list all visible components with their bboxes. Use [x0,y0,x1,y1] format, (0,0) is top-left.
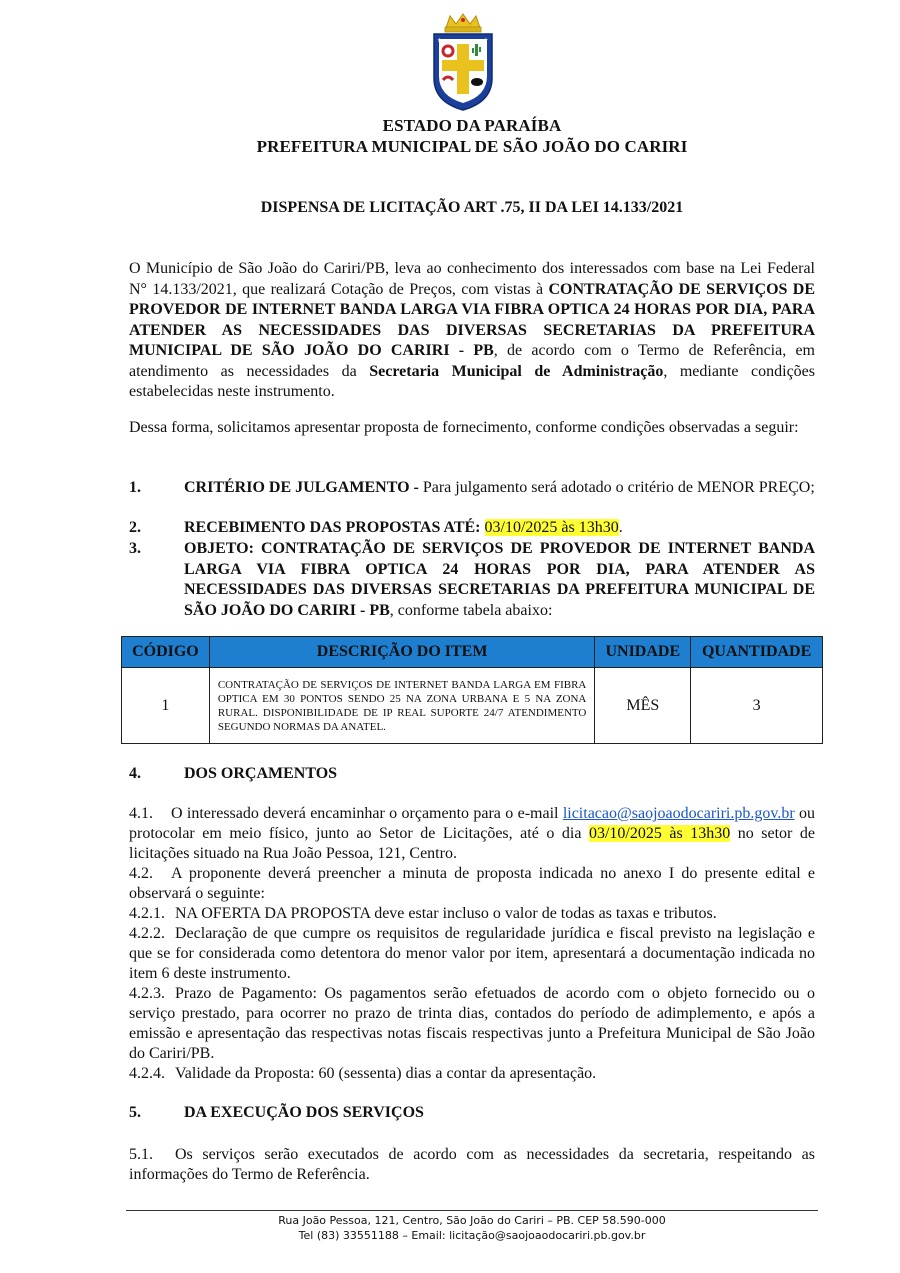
clause-text: NA OFERTA DA PROPOSTA deve estar incluso o valor de todas as taxas e tributos. [175,905,717,922]
cell-description: CONTRATAÇÃO DE SERVIÇOS DE INTERNET BANDA LARGA EM FIBRA OPTICA EM 30 PONTOS SENDO 25 NA ZONA URBANA E 5 NA ZONA RURAL. DISPONIBILIDADE DE IP REAL SUPORTE 24/7 ATENDIMENTO SEGUNDO NORMAS DA ANATEL. [209,668,595,744]
section-title: DA EXECUÇÃO DOS SERVIÇOS [184,1104,424,1121]
clause-text: O interessado deverá encaminhar o orçamento para o e-mail [171,805,563,822]
clause-text: Prazo de Pagamento: Os pagamentos serão efetuados de acordo com o objeto fornecido ou o serviço prestado, para ocorrer no prazo de trinta dias, contados do período de adimplemento, e após a emissão e apresentação das respectivas notas fiscais respectivas junto a Prefeitura Municipal de São João do Cariri/PB. [129,985,815,1062]
column-header-code: CÓDIGO [122,637,210,668]
list-item-bold: CRITÉRIO DE JULGAMENTO - [184,479,423,496]
clause-number: 4.2.2. [129,925,165,942]
clause-number: 4.1. [129,805,153,822]
list-item-text: . [618,519,623,536]
list-item-number: 2. [129,519,141,536]
section-5-body [129,1145,815,1185]
list-item-number: 1. [129,479,141,496]
municipal-coat-of-arms-icon [428,12,498,112]
list-item-text: Para julgamento será adotado o critério de MENOR PREÇO; [422,479,815,496]
clause-text: Os serviços serão executados de acordo com as necessidades da secretaria, respeitando as informações do Termo de Referência. [129,1146,815,1183]
intro-secretariat-bold: Secretaria Municipal de Administração [369,362,664,380]
clause-4-2 [129,864,815,904]
clause-4-1 [129,804,815,864]
column-header-quantity: QUANTIDADE [691,637,823,668]
clause-4-2-4 [129,1064,815,1084]
section-4-body [129,804,815,1084]
footer-contact: Tel (83) 33551188 – Email: licitação@saojoaodocariri.pb.gov.br [298,1229,646,1242]
clause-4-2-2 [129,924,815,984]
document-title: DISPENSA DE LICITAÇÃO ART .75, II DA LEI 14.133/2021 [260,199,684,216]
column-header-unit: UNIDADE [595,637,691,668]
intro-paragraph [129,259,815,403]
footer-divider [126,1210,818,1211]
intro-object-bold: CONTRATAÇÃO DE SERVIÇOS DE PROVEDOR DE INTERNET BANDA LARGA VIA FIBRA OPTICA 24 HORAS POR DIA, PARA ATENDER AS NECESSIDADES DAS DIVERSAS SECRETARIAS DA PREFEITURA MUNICIPAL DE SÃO JOÃO DO CARIRI - PB [129,280,816,359]
intro-text-1: O Município de São João do Cariri/PB, leva ao conhecimento dos interessados com base na Lei Federal N° 14.133/2021, que realizará Cotação de Preços, com vistas à [129,260,815,298]
clause-number: 4.2.4. [129,1065,165,1082]
section-number: 5. [129,1104,141,1121]
footer-address: Rua João Pessoa, 121, Centro, São João do Cariri – PB. CEP 58.590-000 [278,1214,666,1227]
table-header-row [122,637,823,668]
clause-text: A proponente deverá preencher a minuta de proposta indicada no anexo I do presente edital e observará o seguinte: [129,865,815,902]
section-title: DOS ORÇAMENTOS [184,765,338,782]
section-number: 4. [129,765,141,782]
list-item-bold: RECEBIMENTO DAS PROPOSTAS ATÉ: [184,519,485,536]
request-paragraph: Dessa forma, solicitamos apresentar proposta de fornecimento, conforme condições observadas a seguir: [129,419,799,436]
deadline-highlight: 03/10/2025 às 13h30 [484,519,619,536]
list-item [129,478,815,499]
clause-4-2-3 [129,984,815,1064]
email-link[interactable]: licitacao@saojoaodocariri.pb.gov.br [562,805,795,822]
clause-number: 4.2.3. [129,985,165,1002]
clause-4-2-1 [129,904,815,924]
deadline-highlight: 03/10/2025 às 13h30 [588,825,731,842]
svg-text:★: ★ [437,38,443,44]
svg-text:★: ★ [483,38,489,44]
clause-text: Declaração de que cumpre os requisitos de regularidade jurídica e fiscal previsto na legislação e que se for considerada como detentora do menor valor por item, apresentará a documentação indicada no item 6 deste instrumento. [129,925,815,982]
clause-number: 5.1. [129,1146,153,1163]
list-item-number: 3. [129,540,141,557]
cell-quantity: 3 [691,668,823,744]
cell-code: 1 [122,668,210,744]
list-item-bold: OBJETO: CONTRATAÇÃO DE SERVIÇOS DE PROVEDOR DE INTERNET BANDA LARGA VIA FIBRA OPTICA 24 HORAS POR DIA, PARA ATENDER AS NECESSIDADES DAS DIVERSAS SECRETARIAS DA PREFEITURA MUNICIPAL DE SÃO JOÃO DO CARIRI - PB [184,540,815,619]
clause-text: ou protocolar em meio físico, junto ao Setor de Licitações, até o dia [129,805,815,842]
list-item-text: , conforme tabela abaixo: [389,601,553,619]
clause-text: Validade da Proposta: 60 (sessenta) dias a contar da apresentação. [175,1065,597,1082]
table-row [122,668,823,744]
list-item [129,539,815,621]
clause-number: 4.2.1. [129,905,165,922]
list-item [129,518,815,539]
intro-text-2: , de acordo com o Termo de Referência, em atendimento as necessidades da [129,342,815,380]
clause-number: 4.2. [129,865,153,882]
cell-unit: MÊS [595,668,691,744]
items-table [121,636,823,744]
intro-text-3: , mediante condições estabelecidas neste instrumento. [129,362,815,400]
column-header-description: DESCRIÇÃO DO ITEM [209,637,595,668]
header-state: ESTADO DA PARAÍBA [382,116,562,135]
header-municipality: PREFEITURA MUNICIPAL DE SÃO JOÃO DO CARIRI [256,137,688,156]
clause-text: no setor de licitações situado na Rua João Pessoa, 121, Centro. [129,825,816,862]
clause-5-1 [129,1145,815,1185]
